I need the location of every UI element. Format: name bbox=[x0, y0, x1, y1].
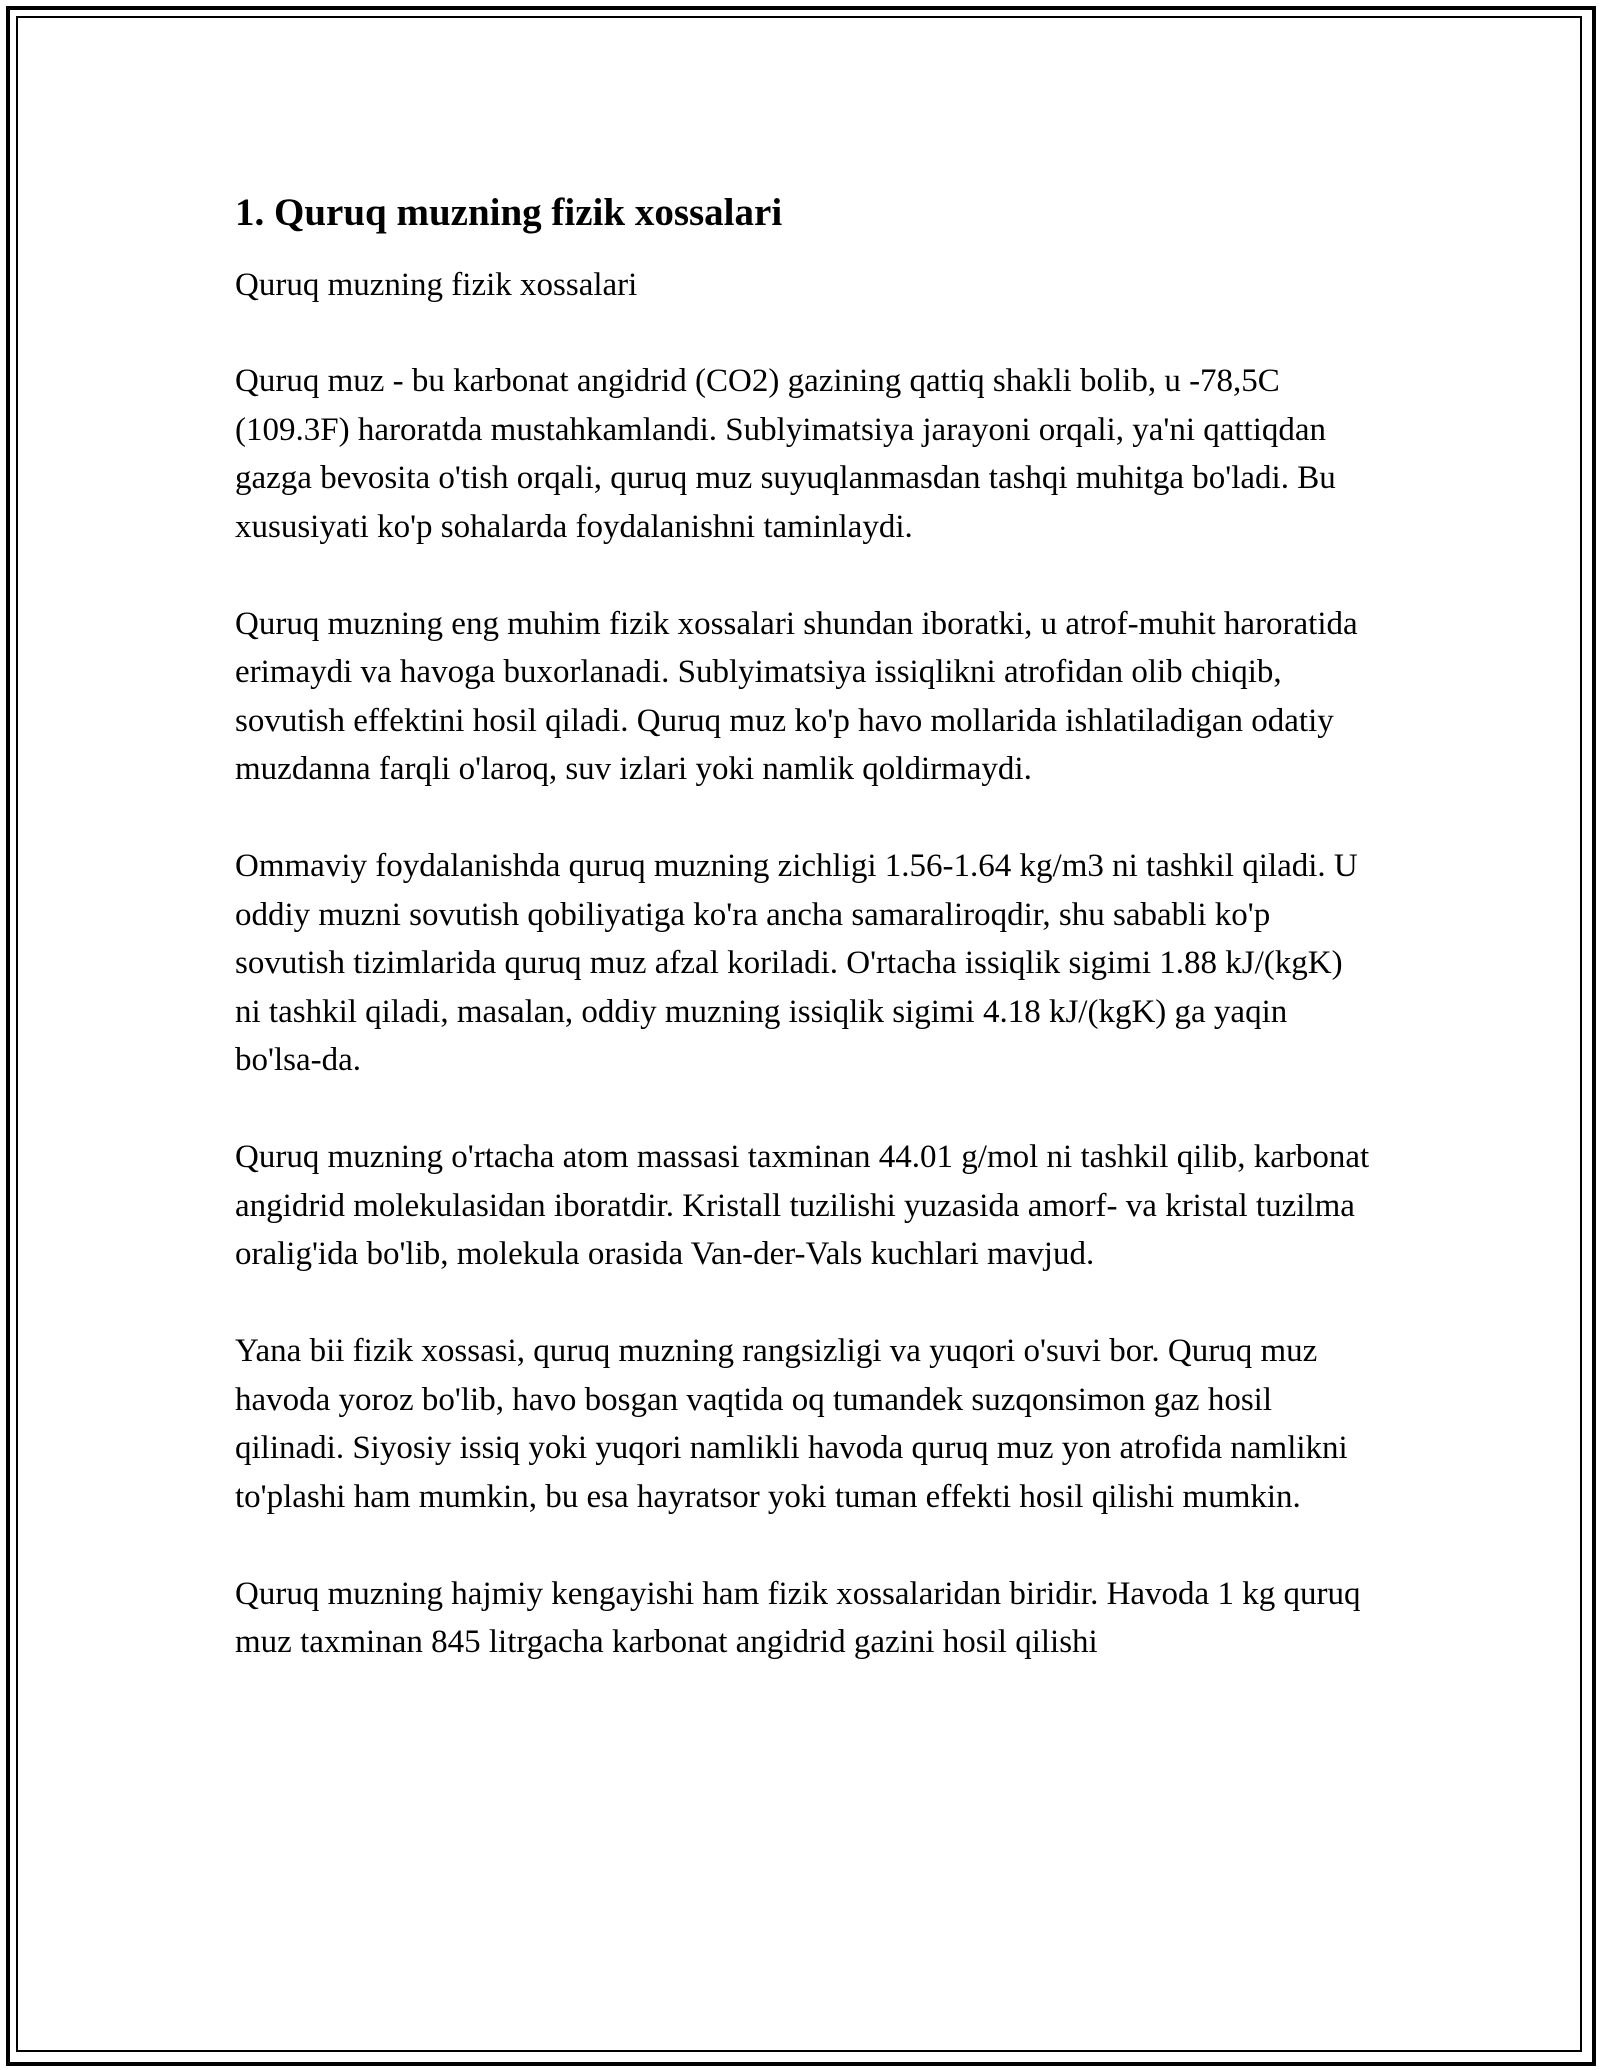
paragraph-4: Quruq muzning o'rtacha atom massasi taxminan 44.01 g/mol ni tashkil qilib, karbonat angidrid molekulasidan iboratdir. Kristall tuzilishi yuzasida amorf- va kristal tuzilma oralig'ida bo'lib, molekula orasida Van-der-Vals kuchlari mavjud. bbox=[235, 1139, 1370, 1272]
document-body bbox=[235, 183, 1370, 1715]
paragraph-6: Quruq muzning hajmiy kengayishi ham fizik xossalaridan biridir. Havoda 1 kg quruq muz taxminan 845 litrgacha karbonat angidrid gazini hosil qilishi bbox=[235, 1575, 1361, 1660]
paragraph-1: Quruq muz - bu karbonat angidrid (CO2) gazining qattiq shakli bolib, u -78,5C (109.3F) haroratda mustahkamlandi. Sublyimatsiya jarayoni orqali, ya'ni qattiqdan gazga bevosita o'tish orqali, quruq muz suyuqlanmasdan tashqi muhitga bo'ladi. Bu xususiyati ko'p sohalarda foydalanishni taminlaydi. bbox=[235, 363, 1336, 545]
paragraph-3: Ommaviy foydalanishda quruq muzning zichligi 1.56-1.64 kg/m3 ni tashkil qiladi. U oddiy muzni sovutish qobiliyatiga ko'ra ancha samaraliroqdir, shu sababli ko'p sovutish tizimlarida quruq muz afzal koriladi. O'rtacha issiqlik sigimi 1.88 kJ/(kgK) ni tashkil qiladi, masalan, oddiy muzning issiqlik sigimi 4.18 kJ/(kgK) ga yaqin bo'lsa-da. bbox=[235, 848, 1358, 1078]
paragraph-2: Quruq muzning eng muhim fizik xossalari shundan iboratki, u atrof-muhit haroratida erimaydi va havoga buxorlanadi. Sublyimatsiya issiqlikni atrofidan olib chiqib, sovutish effektini hosil qiladi. Quruq muz ko'p havo mollarida ishlatiladigan odatiy muzdanna farqli o'laroq, suv izlari yoki namlik qoldirmaydi. bbox=[235, 605, 1358, 787]
paragraph-5: Yana bii fizik xossasi, quruq muzning rangsizligi va yuqori o'suvi bor. Quruq muz havoda yoroz bo'lib, havo bosgan vaqtida oq tumandek suzqonsimon gaz hosil qilinadi. Siyosiy issiq yoki yuqori namlikli havoda quruq muz yon atrofida namlikni to'plashi ham mumkin, bu esa hayratsor yoki tuman effekti hosil qilishi mumkin. bbox=[235, 1333, 1348, 1515]
section-subtitle: Quruq muzning fizik xossalari bbox=[235, 267, 638, 303]
section-heading: 1. Quruq muzning fizik xossalari bbox=[235, 191, 783, 234]
